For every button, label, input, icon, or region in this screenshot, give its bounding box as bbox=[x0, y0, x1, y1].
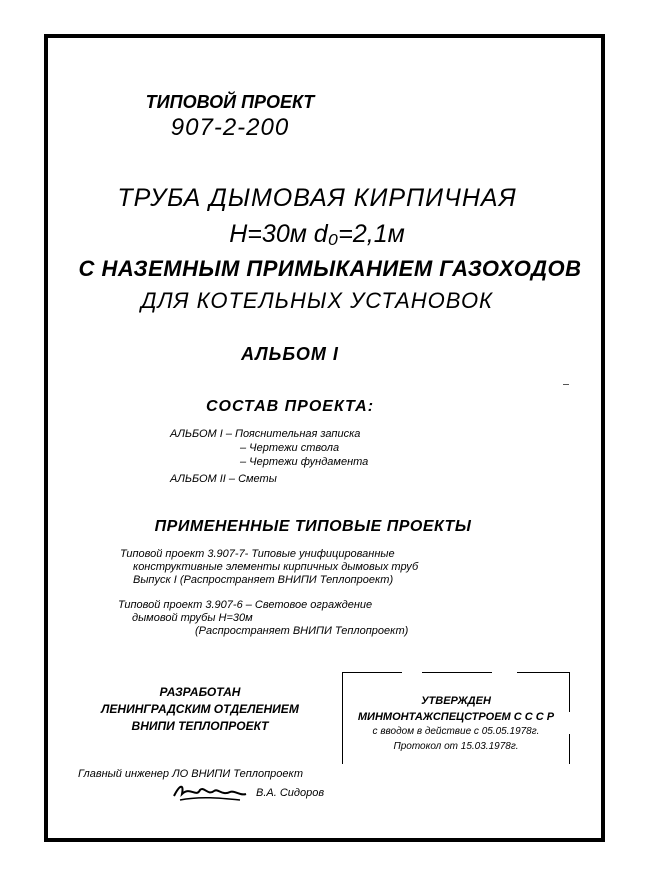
developer-line: ВНИПИ ТЕПЛОПРОЕКТ bbox=[131, 719, 269, 733]
title-line-4: ДЛЯ КОТЕЛЬНЫХ УСТАНОВОК bbox=[140, 288, 494, 313]
applied-project-line: дымовой трубы Н=30м bbox=[132, 612, 253, 624]
applied-project-line: Выпуск I (Распространяет ВНИПИ Теплопроект) bbox=[133, 574, 394, 586]
applied-project-line: (Распространяет ВНИПИ Теплопроект) bbox=[195, 625, 409, 637]
title-line-3: С НАЗЕМНЫМ ПРИМЫКАНИЕМ ГАЗОХОДОВ bbox=[78, 256, 582, 281]
approval-line: Протокол от 15.03.1978г. bbox=[393, 741, 519, 752]
composition-heading: СОСТАВ ПРОЕКТА: bbox=[205, 398, 375, 415]
stray-mark bbox=[563, 384, 569, 385]
applied-project-line: Типовой проект 3.907-6 – Световое ограждение bbox=[118, 599, 373, 611]
approval-line: УТВЕРЖДЕН bbox=[421, 695, 491, 707]
signature-image bbox=[170, 782, 250, 804]
composition-item: АЛЬБОМ I – Пояснительная записка bbox=[170, 428, 361, 440]
album-label: АЛЬБОМ I bbox=[241, 344, 339, 364]
composition-item: – Чертежи ствола bbox=[240, 442, 340, 454]
approval-line: МИНМОНТАЖСПЕЦСТРОЕМ С С С Р bbox=[357, 711, 555, 723]
applied-project-line: Типовой проект 3.907-7- Типовые унифицированные bbox=[120, 548, 395, 560]
composition-item: АЛЬБОМ II – Сметы bbox=[170, 473, 277, 485]
title-line-1: ТРУБА ДЫМОВАЯ КИРПИЧНАЯ bbox=[117, 184, 517, 212]
project-type-label: ТИПОВОЙ ПРОЕКТ bbox=[145, 92, 315, 112]
applied-projects-heading: ПРИМЕНЕННЫЕ ТИПОВЫЕ ПРОЕКТЫ bbox=[154, 518, 472, 535]
applied-project-line: конструктивные элементы кирпичных дымовых труб bbox=[133, 561, 419, 573]
developer-line: ЛЕНИНГРАДСКИМ ОТДЕЛЕНИЕМ bbox=[101, 702, 299, 716]
project-number: 907-2-200 bbox=[170, 114, 290, 141]
title-line-2: Н=30м d₀=2,1м bbox=[229, 220, 405, 248]
developer-line: РАЗРАБОТАН bbox=[159, 685, 241, 699]
composition-item: – Чертежи фундамента bbox=[240, 456, 369, 468]
chief-engineer-name: В.А. Сидоров bbox=[256, 787, 325, 799]
approval-line: с вводом в действие с 05.05.1978г. bbox=[372, 726, 540, 737]
chief-engineer-title: Главный инженер ЛО ВНИПИ Теплопроект bbox=[78, 768, 304, 780]
